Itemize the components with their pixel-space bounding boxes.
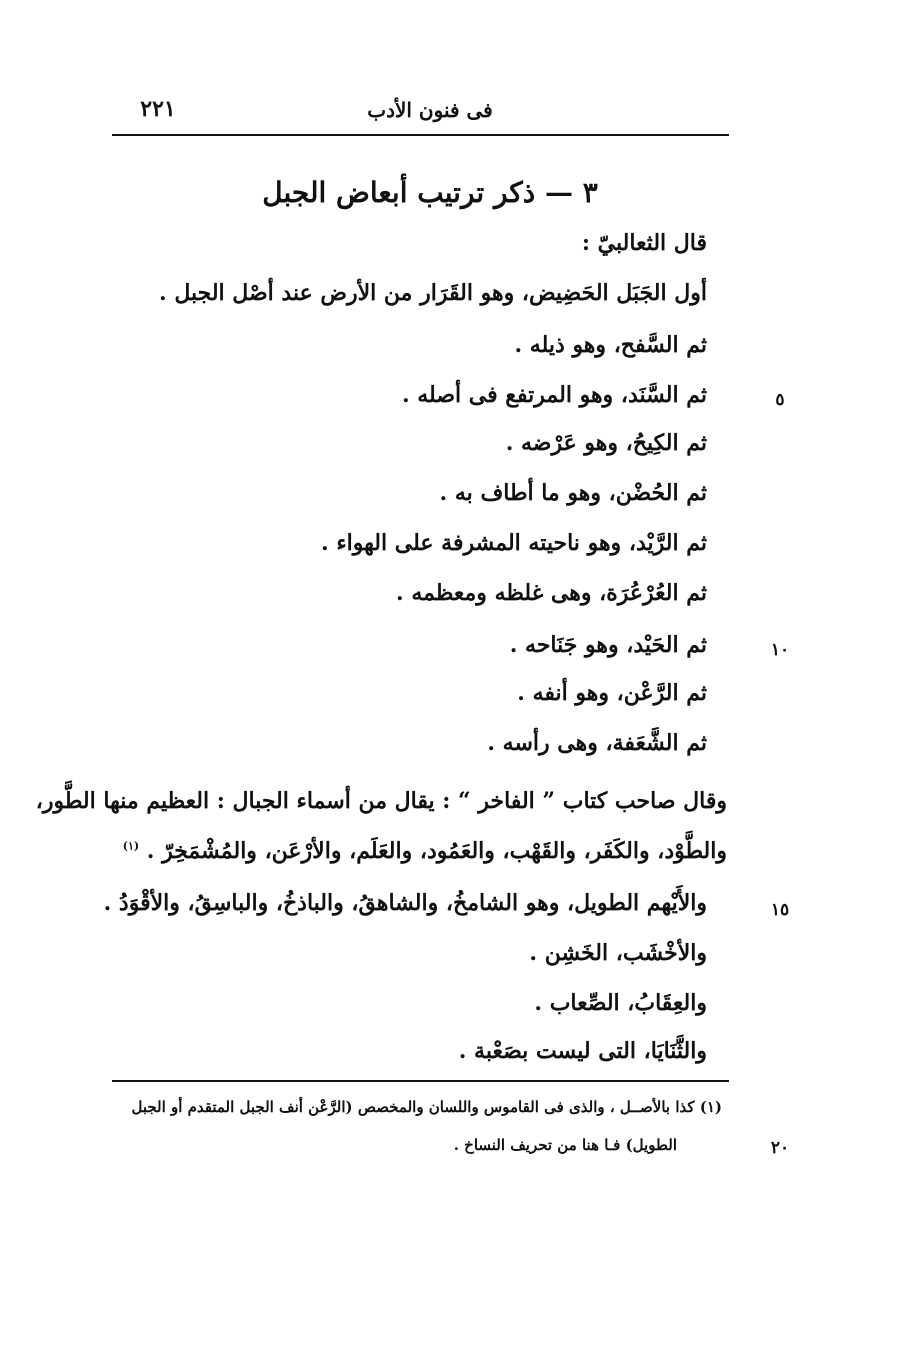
body-line: ثم الرَّيْد، وهو ناحيته المشرفة على الهواء . xyxy=(321,530,707,556)
footnote-reference: (١) xyxy=(122,839,140,853)
running-title: فى فنون الأدب xyxy=(367,98,493,122)
margin-line-number: ١٠ xyxy=(770,640,790,660)
body-line: ثم الكِيحُ، وهو عَرْضه . xyxy=(505,430,707,456)
margin-line-number: ١٥ xyxy=(770,900,790,920)
body-line-text: والطَّوْد، والكَفَر، والقَهْب، والعَمُود، والعَلَم، والأرْعَن، والمُشْمَخِرّ . xyxy=(146,838,727,864)
footnote-line: الطويل) فـا هنا من تحريف النساخ . xyxy=(453,1136,677,1154)
footnote-line: (١) كذا بالأصــل ، والذى فى القاموس واللسان والمخصص (الرَّعْن أنف الجبل المتقدم أو الجبل xyxy=(131,1098,722,1116)
body-line xyxy=(123,840,727,862)
body-line: والأَيْهم الطويل، وهو الشامخُ، والشاهقُ، والباذخُ، والباسِقُ، والأقْوَدُ . xyxy=(103,890,707,916)
body-line: ثم الحَيْد، وهو جَنَاحه . xyxy=(509,632,707,658)
body-line: أول الجَبَل الحَضِيض، وهو القَرَار من الأرض عند أصْل الجبل . xyxy=(159,280,707,306)
footnote-rule xyxy=(112,1080,729,1082)
margin-line-number: ٥ xyxy=(775,390,785,410)
body-line: والثَّنَايَا، التى ليست بصَعْبة . xyxy=(458,1038,707,1064)
body-line: والعِقَابُ، الصِّعاب . xyxy=(534,990,707,1016)
body-line: ثم الشَّعَفة، وهى رأسه . xyxy=(487,730,707,756)
body-line: ثم الرَّعْن، وهو أنفه . xyxy=(517,680,707,706)
body-line: ثم السَّنَد، وهو المرتفع فى أصله . xyxy=(401,382,707,408)
body-line: والأخْشَب، الخَشِن . xyxy=(529,940,707,966)
body-line: وقال صاحب كتاب ” الفاخر “ : يقال من أسماء الجبال : العظيم منها الطَّور، xyxy=(35,788,727,814)
body-line: ثم الحُضْن، وهو ما أطاف به . xyxy=(439,480,707,506)
body-line: ثم السَّفح، وهو ذيله . xyxy=(514,332,707,358)
margin-line-number: ٢٠ xyxy=(770,1138,790,1158)
body-line: قال الثعالبيّ : xyxy=(581,230,707,256)
body-line: ثم العُرْعُرَة، وهى غلظه ومعظمه . xyxy=(396,580,707,606)
section-title: ٣ — ذكر ترتيب أبعاض الجبل xyxy=(262,176,598,209)
page-number: ٢٢١ xyxy=(140,96,176,122)
header-rule xyxy=(112,134,729,136)
